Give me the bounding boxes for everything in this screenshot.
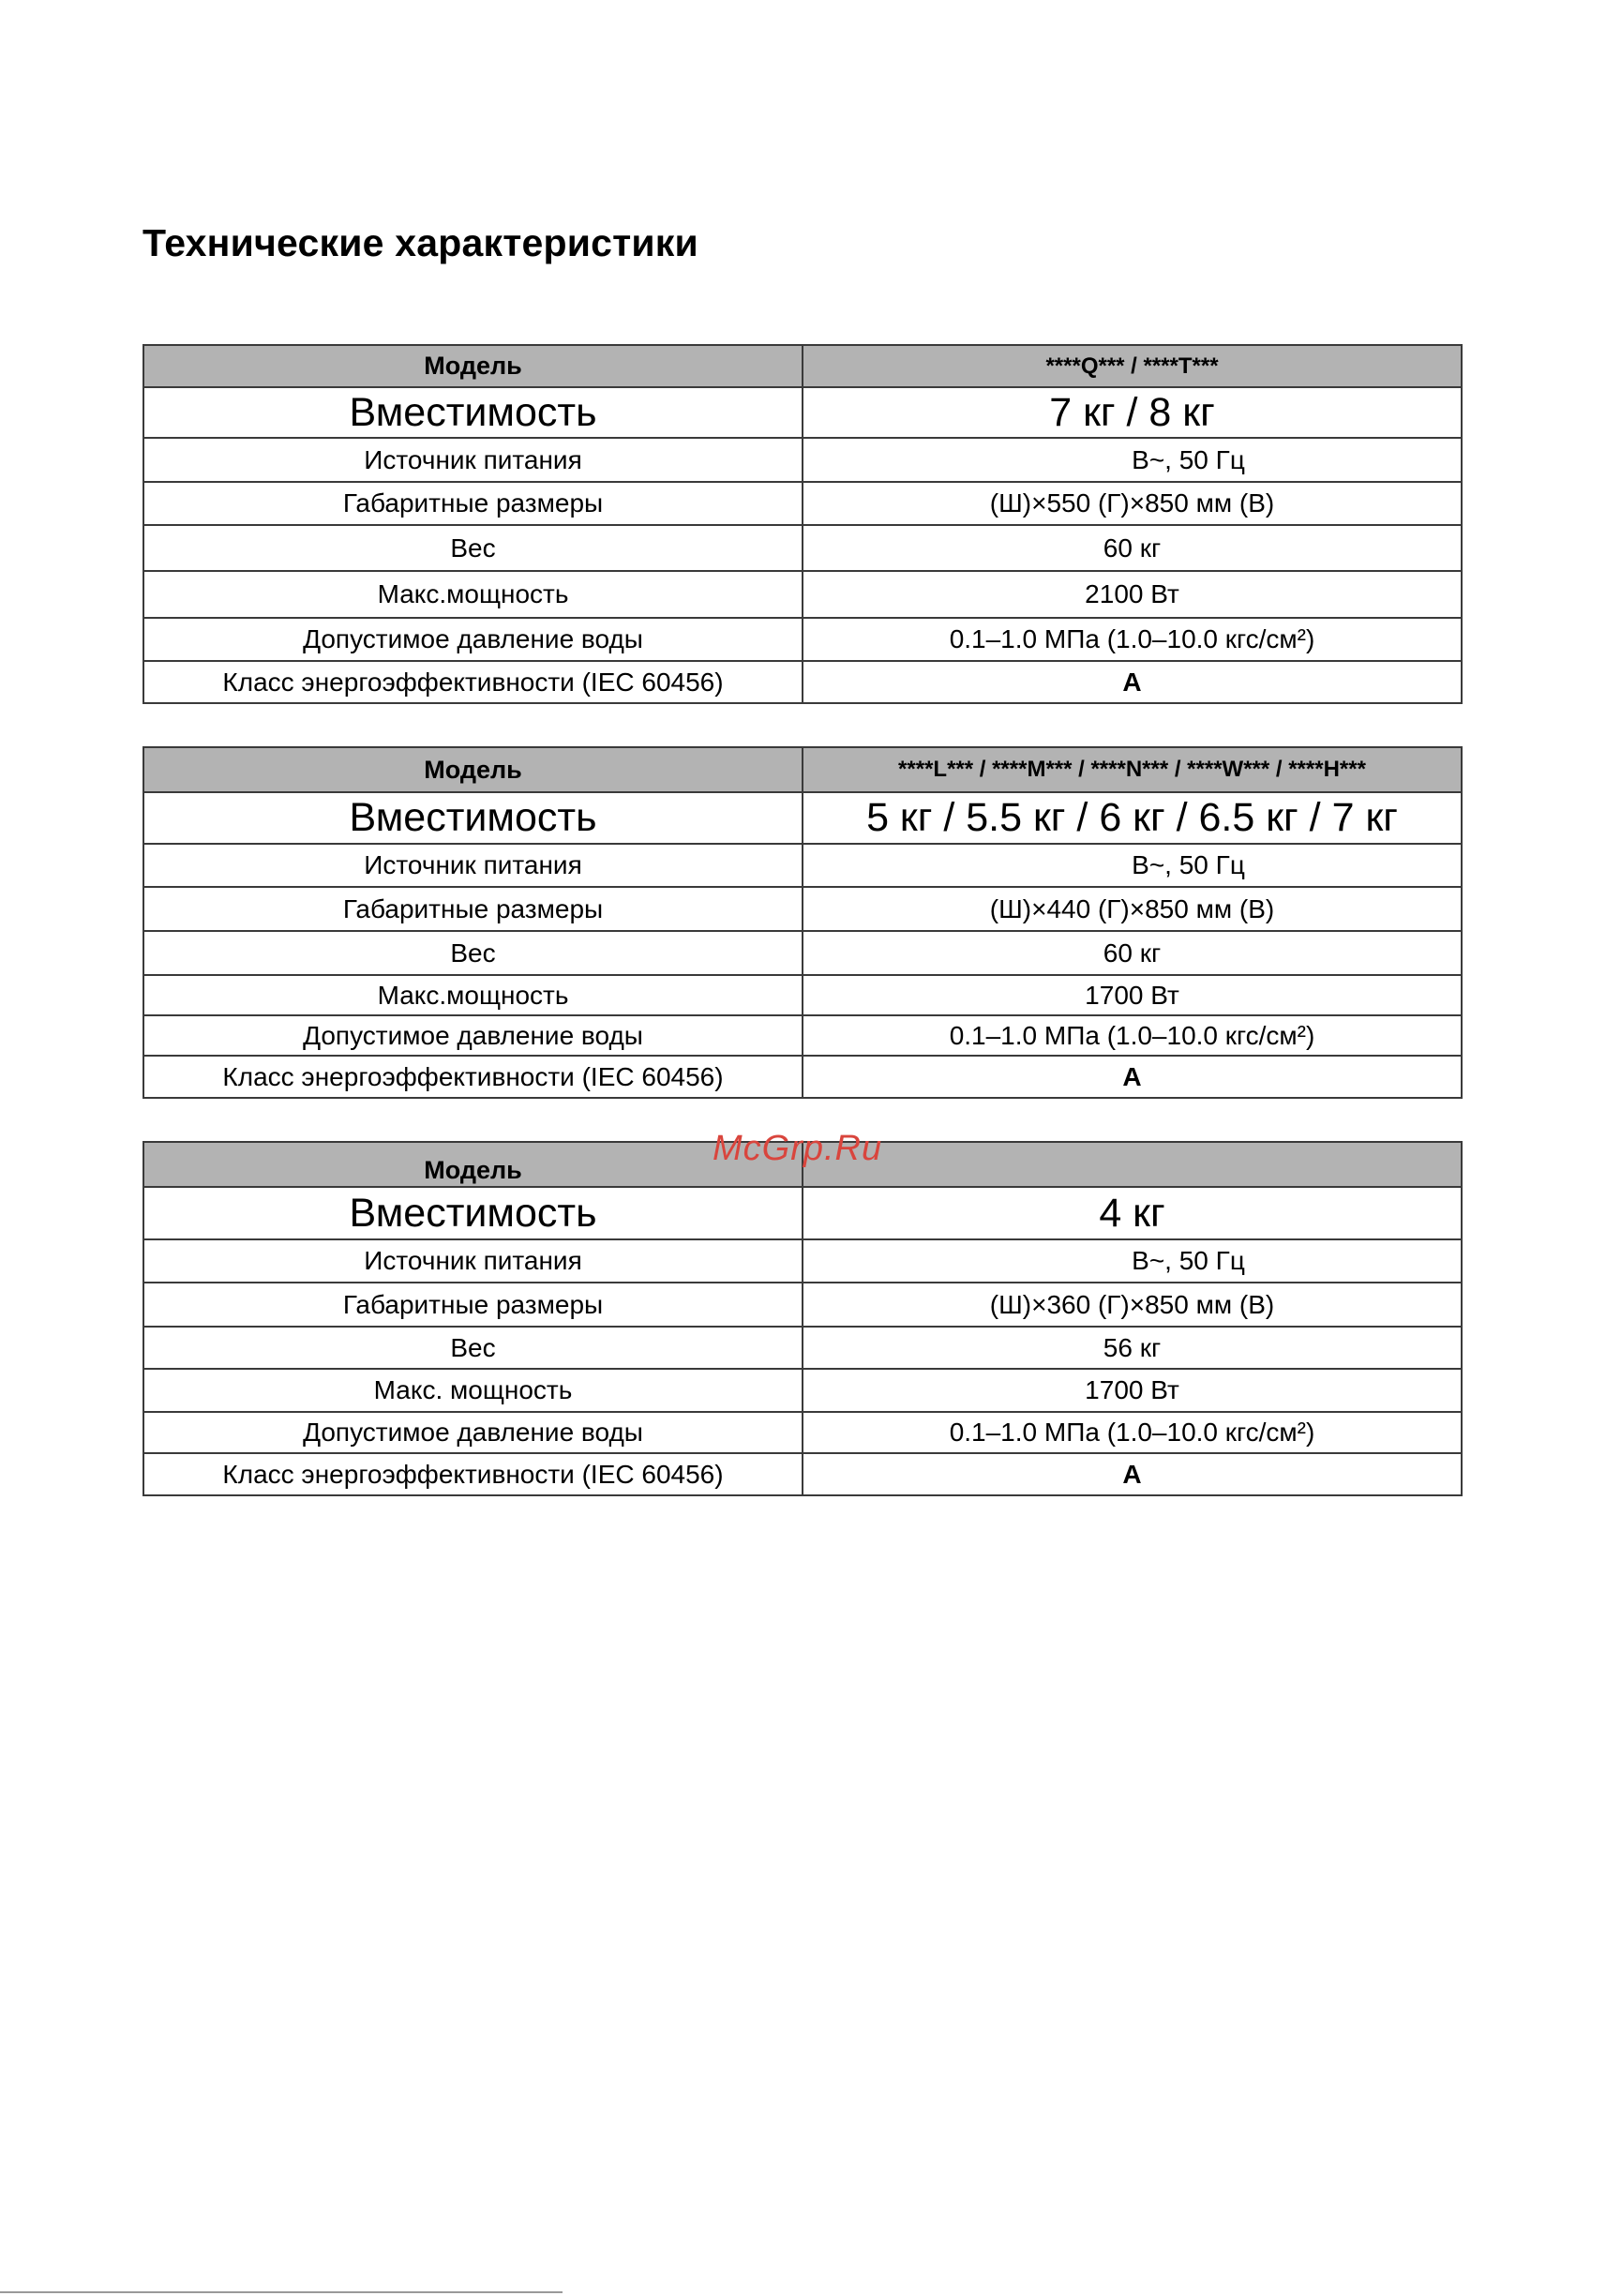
row-value: 0.1–1.0 МПа (1.0–10.0 кгс/см²) xyxy=(803,1015,1462,1056)
row-label: Класс энергоэффективности (IEC 60456) xyxy=(143,1056,803,1098)
row-label: Источник питания xyxy=(143,438,803,482)
row-value: 1700 Вт xyxy=(803,1369,1462,1412)
model-value: ****L*** / ****M*** / ****N*** / ****W*** / ****H*** xyxy=(803,747,1462,792)
table-header-row xyxy=(143,747,1462,792)
table-row xyxy=(143,1369,1462,1412)
row-value: (Ш)×360 (Г)×850 мм (В) xyxy=(803,1283,1462,1327)
row-label: Вес xyxy=(143,525,803,571)
watermark: McGrp.Ru xyxy=(713,1129,883,1168)
row-label: Макс.мощность xyxy=(143,571,803,618)
model-label: Модель xyxy=(143,1142,803,1187)
row-value: 2100 Вт xyxy=(803,571,1462,618)
row-label: Класс энергоэффективности (IEC 60456) xyxy=(143,1453,803,1495)
row-value: A xyxy=(803,661,1462,703)
row-label: Макс.мощность xyxy=(143,975,803,1015)
row-value: 1700 Вт xyxy=(803,975,1462,1015)
model-value xyxy=(803,1142,1462,1187)
row-label: Источник питания xyxy=(143,844,803,887)
table-row xyxy=(143,792,1462,844)
row-value: 56 кг xyxy=(803,1327,1462,1369)
page-title: Технические характеристики xyxy=(143,221,698,264)
row-label: Макс. мощность xyxy=(143,1369,803,1412)
row-value: 0.1–1.0 МПа (1.0–10.0 кгс/см²) xyxy=(803,618,1462,661)
row-value: (Ш)×550 (Г)×850 мм (В) xyxy=(803,482,1462,525)
table-row xyxy=(143,571,1462,618)
row-value: 60 кг xyxy=(803,525,1462,571)
row-value: 4 кг xyxy=(803,1187,1462,1239)
table-row xyxy=(143,618,1462,661)
row-value: (Ш)×440 (Г)×850 мм (В) xyxy=(803,887,1462,931)
model-label: Модель xyxy=(143,345,803,387)
table-row xyxy=(143,931,1462,975)
table-row xyxy=(143,1283,1462,1327)
table-row xyxy=(143,1015,1462,1056)
model-label: Модель xyxy=(143,747,803,792)
table-row xyxy=(143,844,1462,887)
spec-table-1 xyxy=(143,344,1463,704)
row-label: Габаритные размеры xyxy=(143,887,803,931)
table-row xyxy=(143,1453,1462,1495)
table-row xyxy=(143,1327,1462,1369)
table-row xyxy=(143,438,1462,482)
row-label: Источник питания xyxy=(143,1239,803,1283)
footer-divider xyxy=(0,2291,563,2293)
table-row xyxy=(143,482,1462,525)
row-value: В~, 50 Гц xyxy=(803,1239,1462,1283)
table-header-row xyxy=(143,345,1462,387)
row-value: A xyxy=(803,1056,1462,1098)
row-label: Габаритные размеры xyxy=(143,482,803,525)
table-row xyxy=(143,1187,1462,1239)
row-label: Габаритные размеры xyxy=(143,1283,803,1327)
row-value: A xyxy=(803,1453,1462,1495)
row-label: Допустимое давление воды xyxy=(143,1412,803,1453)
table-row xyxy=(143,387,1462,438)
row-value: 60 кг xyxy=(803,931,1462,975)
spec-table-3 xyxy=(143,1141,1463,1496)
row-label: Допустимое давление воды xyxy=(143,618,803,661)
row-label: Вес xyxy=(143,931,803,975)
spec-table-2 xyxy=(143,746,1463,1099)
table-row xyxy=(143,1056,1462,1098)
table-row xyxy=(143,887,1462,931)
row-label: Вес xyxy=(143,1327,803,1369)
row-label: Допустимое давление воды xyxy=(143,1015,803,1056)
row-value: В~, 50 Гц xyxy=(803,844,1462,887)
table-row xyxy=(143,1239,1462,1283)
table-row xyxy=(143,525,1462,571)
row-label: Класс энергоэффективности (IEC 60456) xyxy=(143,661,803,703)
row-label: Вместимость xyxy=(143,387,803,438)
row-label: Вместимость xyxy=(143,792,803,844)
model-value: ****Q*** / ****T*** xyxy=(803,345,1462,387)
row-value: 5 кг / 5.5 кг / 6 кг / 6.5 кг / 7 кг xyxy=(803,792,1462,844)
table-row xyxy=(143,1412,1462,1453)
row-value: В~, 50 Гц xyxy=(803,438,1462,482)
table-row xyxy=(143,661,1462,703)
row-value: 0.1–1.0 МПа (1.0–10.0 кгс/см²) xyxy=(803,1412,1462,1453)
row-value: 7 кг / 8 кг xyxy=(803,387,1462,438)
row-label: Вместимость xyxy=(143,1187,803,1239)
table-row xyxy=(143,975,1462,1015)
